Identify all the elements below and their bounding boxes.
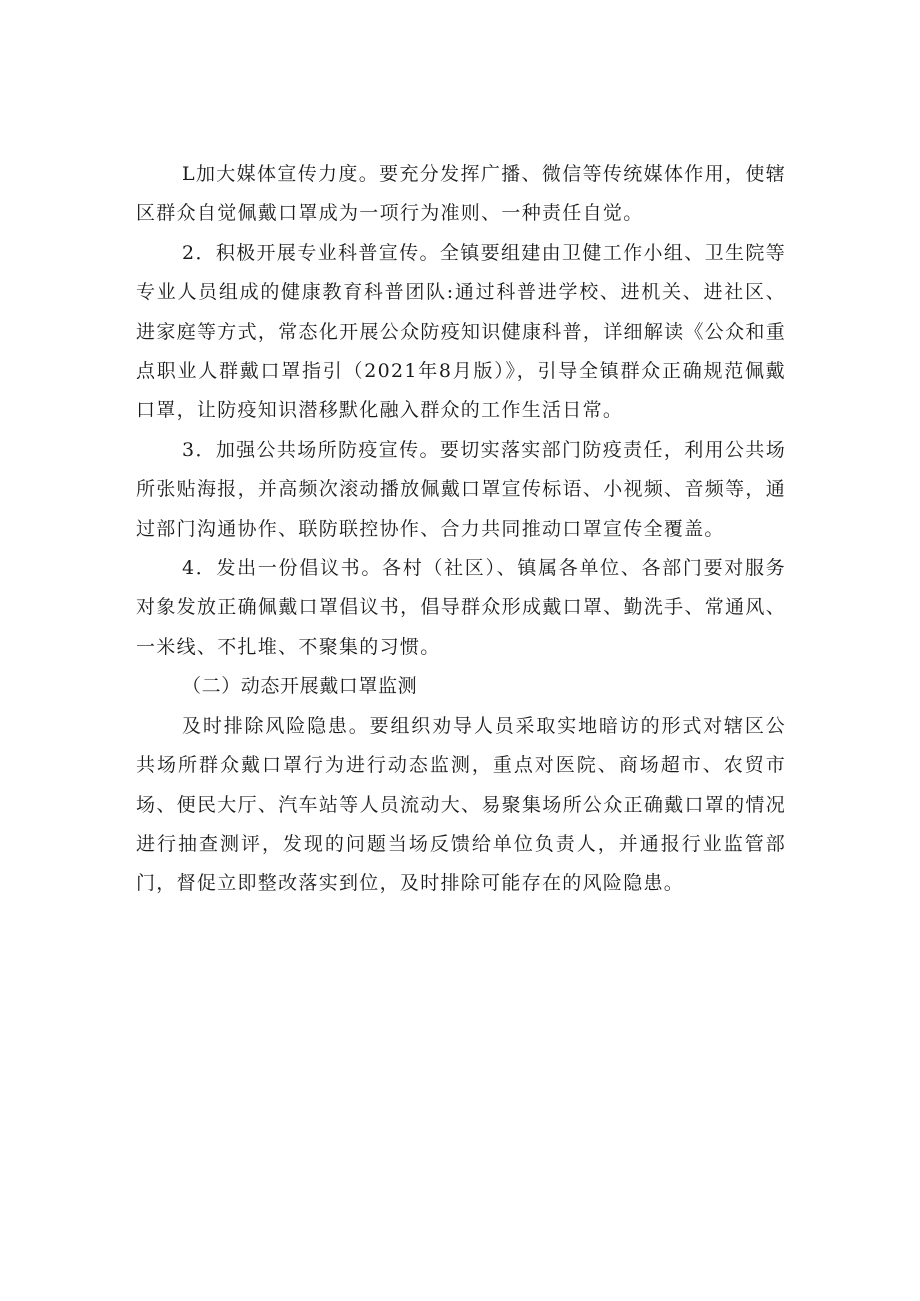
- paragraph-science-publicity: 2．积极开展专业科普宣传。全镇要组建由卫健工作小组、卫生院等专业人员组成的健康教育科普团队:通过科普进学校、进机关、进社区、进家庭等方式，常态化开展公众防疫知识健康科普，详细解读《公众和重点职业人群戴口罩指引（2021年8月版）》，引导全镇群众正确规范佩戴口罩，让防疫知识潜移默化融入群众的工作生活日常。: [136, 241, 786, 422]
- paragraph-media-publicity: L加大媒体宣传力度。要充分发挥广播、微信等传统媒体作用，使辖区群众自觉佩戴口罩成为一项行为准则、一种责任自觉。: [136, 163, 786, 225]
- paragraph-initiative-letter: 4．发出一份倡议书。各村（社区）、镇属各单位、各部门要对服务对象发放正确佩戴口罩倡议书，倡导群众形成戴口罩、勤洗手、常通风、一米线、不扎堆、不聚集的习惯。: [136, 557, 786, 658]
- paragraph-public-places-publicity: 3．加强公共场所防疫宣传。要切实落实部门防疫责任，利用公共场所张贴海报，并高频次滚动播放佩戴口罩宣传标语、小视频、音频等，通过部门沟通协作、联防联控协作、合力共同推动口罩宣传全覆盖。: [136, 438, 786, 540]
- section-heading: （二）动态开展戴口罩监测: [182, 675, 418, 698]
- paragraph-risk-elimination: 及时排除风险隐患。要组织劝导人员采取实地暗访的形式对辖区公共场所群众戴口罩行为进行动态监测，重点对医院、商场超市、农贸市场、便民大厅、汽车站等人员流动大、易聚集场所公众正确戴口罩的情况进行抽查测评，发现的问题当场反馈给单位负责人，并通报行业监管部门，督促立即整改落实到位，及时排除可能存在的风险隐患。: [136, 714, 786, 895]
- document-body: [136, 155, 786, 904]
